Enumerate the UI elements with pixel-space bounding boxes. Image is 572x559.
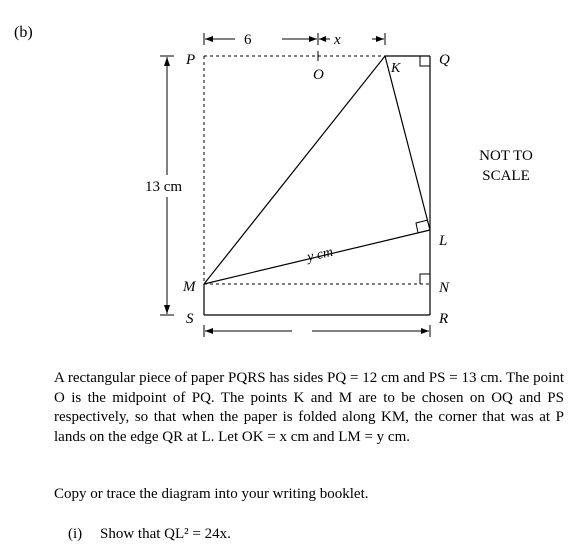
point-label-Q: Q	[439, 52, 450, 68]
dim-x-right-arrowhead	[376, 36, 384, 42]
dim-bottom-left-arrowhead	[205, 328, 213, 334]
not-to-scale-note: NOT TO SCALE	[479, 148, 533, 184]
dim-x-left-arrowhead	[309, 36, 317, 42]
dim-x-label: x	[334, 32, 341, 48]
question-item	[54, 526, 231, 543]
point-label-P: P	[186, 52, 196, 68]
problem-statement: A rectangular piece of paper PQRS has sides PQ = 12 cm and PS = 13 cm. The point O is the midpoint of PQ. The points K and M are to be chosen on OQ and PS respectively, so that when the paper is folded along KM, the corner that was at P lands on the edge QR at L. Let OK = x cm and LM = y cm.	[54, 370, 564, 445]
dim-6-arrowhead	[205, 36, 213, 42]
dim-13-top-arrowhead	[164, 57, 170, 66]
point-label-K: K	[391, 61, 401, 76]
right-angle-Q	[420, 56, 430, 66]
point-label-L: L	[439, 233, 448, 249]
dim-bottom-right-arrowhead	[421, 328, 429, 334]
point-label-M: M	[183, 279, 196, 295]
edge-KL	[385, 56, 430, 230]
question-number: (i)	[68, 526, 83, 542]
right-angle-N	[420, 274, 430, 284]
question-text: Show that QL² = 24x.	[100, 526, 231, 542]
point-label-O: O	[313, 67, 324, 83]
dim-13-bottom-arrowhead	[164, 305, 170, 314]
dim-6-label: 6	[244, 32, 252, 48]
point-label-R: R	[439, 311, 449, 327]
point-label-S: S	[186, 311, 194, 327]
dim-13-label: 13 cm	[145, 179, 183, 195]
dim-x-small-arrowhead	[319, 36, 326, 42]
fold-length-label: y cm	[305, 244, 335, 266]
instruction-text: Copy or trace the diagram into your writing booklet.	[54, 486, 369, 502]
fold-line-KM	[204, 56, 385, 284]
point-label-N: N	[439, 280, 450, 296]
part-label: (b)	[14, 24, 33, 41]
